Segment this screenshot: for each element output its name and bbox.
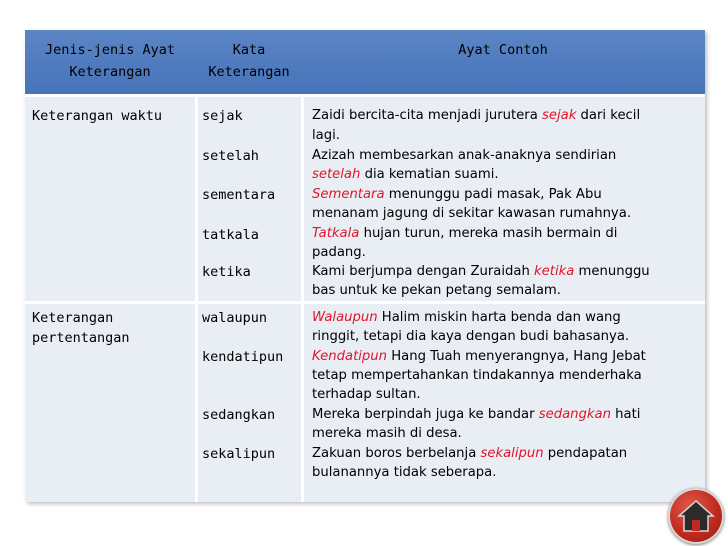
row1-sentence-3-line2: menanam jagung di sekitar kawasan rumahnya.	[312, 206, 632, 221]
row1-word-2: setelah	[202, 148, 259, 164]
sentence-text: hati	[610, 407, 641, 422]
home-icon	[677, 498, 715, 534]
sentence-keyword: Kendatipun	[312, 349, 388, 364]
sentence-text: Mereka berpindah juga ke bandar	[312, 407, 539, 422]
sentence-text: pendapatan	[543, 446, 628, 461]
header-ayat-label: Ayat Contoh	[458, 42, 548, 58]
row2-sentence-1	[312, 308, 621, 328]
header-kata-line1: Kata	[232, 42, 266, 58]
row2-sentence-3	[312, 405, 640, 425]
sentence-text: Hang Tuah menyerangnya, Hang Jebat	[387, 349, 646, 364]
header-kata-line2: Keterangan	[208, 64, 290, 80]
header-jenis	[25, 39, 195, 83]
sentence-text: Kami berjumpa dengan Zuraidah	[312, 264, 535, 279]
row2-sentence-1-line2: ringgit, tetapi dia kaya dengan budi bahasanya.	[312, 329, 630, 344]
row1-word-1: sejak	[202, 108, 243, 124]
row2-sentence-2-line2: tetap mempertahankan tindakannya menderhaka	[312, 368, 642, 383]
row1-sentence-1-line2: lagi.	[312, 128, 340, 143]
row2-word-3: sedangkan	[202, 407, 276, 423]
header-ayat	[303, 39, 703, 61]
header-kata	[197, 39, 301, 83]
sentence-keyword: sejak	[541, 108, 577, 123]
sentence-keyword: Walaupun	[312, 310, 378, 325]
sentence-text: Zaidi bercita-cita menjadi jurutera	[312, 108, 542, 123]
sentence-keyword: ketika	[534, 264, 575, 279]
sentence-text: hujan turun, mereka masih bermain di	[359, 226, 618, 241]
row2-word-4: sekalipun	[202, 446, 276, 462]
row2-sentence-4-line2: bulanannya tidak seberapa.	[312, 465, 497, 480]
row2-type-line2: pertentangan	[32, 330, 130, 346]
row1-sentence-2-line2	[312, 165, 499, 185]
row2-sentence-2	[312, 347, 646, 367]
adverb-table	[25, 30, 705, 502]
sentence-text: dari kecil	[576, 108, 641, 123]
row1-sentence-5-line2: bas untuk ke pekan petang semalam.	[312, 283, 561, 298]
header-jenis-line1: Jenis-jenis Ayat	[44, 42, 176, 58]
sentence-text: menunggu	[574, 264, 650, 279]
row2-sentence-4	[312, 444, 627, 464]
sentence-text: Zakuan boros berbelanja	[312, 446, 481, 461]
row2-type-line1: Keterangan	[32, 310, 114, 326]
row2-sentence-2-line3: terhadap sultan.	[312, 387, 421, 402]
row1-word-3: sementara	[202, 187, 276, 203]
row2-word-2: kendatipun	[202, 349, 284, 365]
sentence-keyword: setelah	[312, 167, 361, 182]
row1-sentence-4-line2: padang.	[312, 245, 366, 260]
row2-sentence-3-line2: mereka masih di desa.	[312, 426, 462, 441]
row1-type: Keterangan waktu	[32, 108, 163, 124]
sentence-text: menunggu padi masak, Pak Abu	[384, 187, 602, 202]
sentence-keyword: Tatkala	[312, 226, 360, 241]
row1-word-5: ketika	[202, 264, 251, 280]
sentence-keyword: sedangkan	[538, 407, 611, 422]
sentence-text: dia kematian suami.	[360, 167, 499, 182]
sentence-text: Halim miskin harta benda dan wang	[377, 310, 621, 325]
sentence-keyword: Sementara	[312, 187, 385, 202]
table-header	[25, 30, 705, 97]
header-jenis-line2: Keterangan	[69, 64, 151, 80]
row-divider	[25, 301, 705, 304]
row2-word-1: walaupun	[202, 310, 268, 326]
column-divider	[301, 97, 304, 502]
row1-sentence-3	[312, 185, 602, 205]
home-button[interactable]	[668, 488, 724, 544]
row1-word-4: tatkala	[202, 227, 259, 243]
sentence-keyword: sekalipun	[480, 446, 544, 461]
row1-sentence-1	[312, 106, 640, 126]
row1-sentence-2: Azizah membesarkan anak-anaknya sendirian	[312, 148, 617, 163]
column-divider	[195, 97, 198, 502]
row1-sentence-5	[312, 262, 650, 282]
row1-sentence-4	[312, 224, 617, 244]
